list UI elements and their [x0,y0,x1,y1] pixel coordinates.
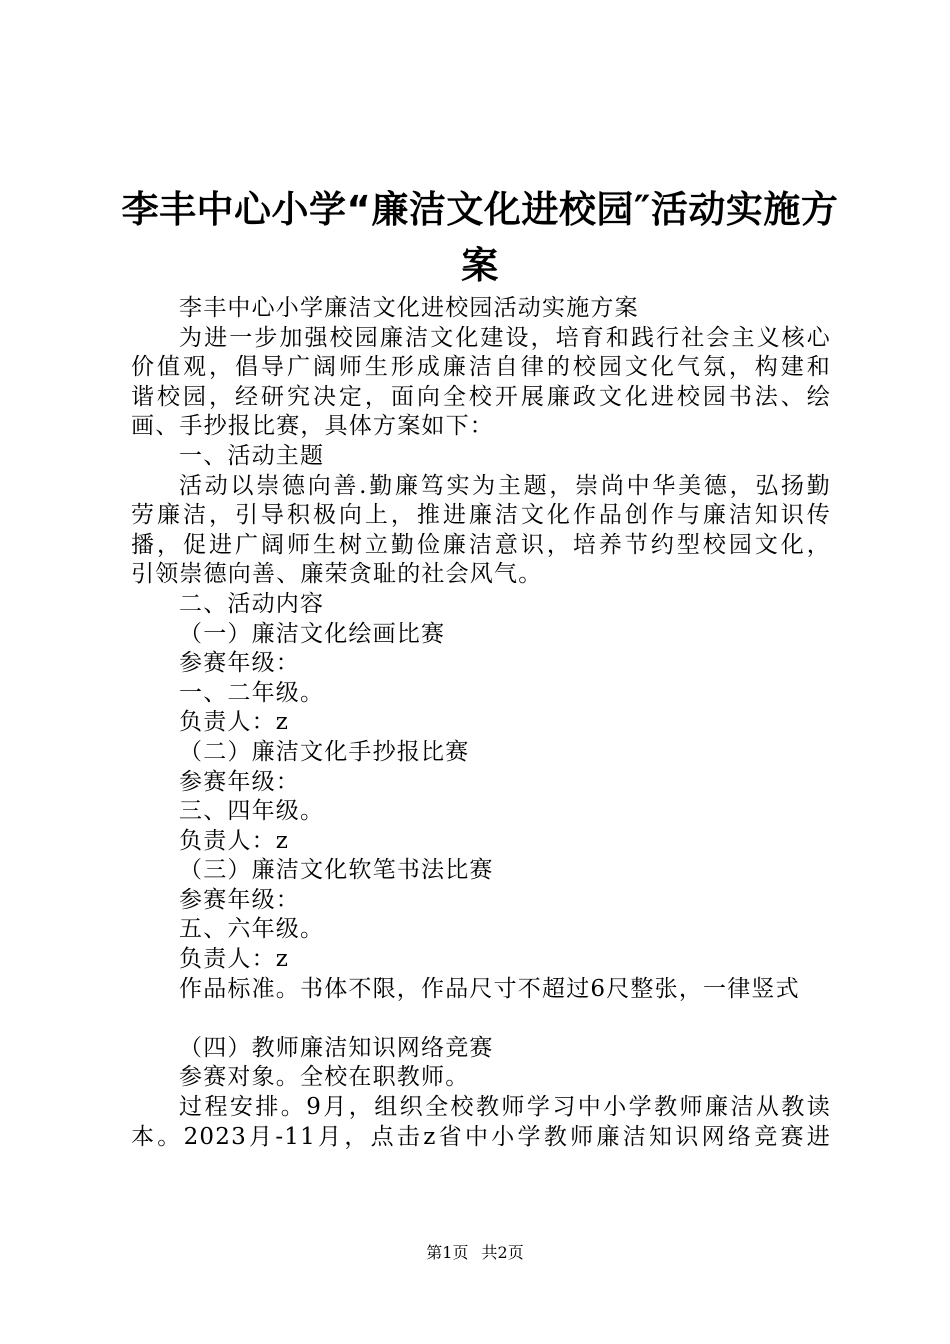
paragraph-line: 为进一步加强校园廉洁文化建设，培育和践行社会主义核心 [179,324,831,351]
paragraph-line: 参赛年级： [179,650,300,677]
paragraph-line: 一、二年级。 [179,679,325,706]
paragraph-line: 负责人：z [179,946,290,973]
paragraph-line: 负责人：z [179,827,290,854]
paragraph-line: 劳廉洁，引导积极向上，推进廉洁文化作品创作与廉洁知识传 [131,502,831,529]
subsection-heading: （三）廉洁文化软笔书法比赛 [179,857,494,884]
document-title-line-2: 案 [461,244,499,287]
paragraph-line: 活动以崇德向善.勤廉笃实为主题，崇尚中华美德，弘扬勤 [179,472,831,499]
document-title-line-1: 李丰中心小学“廉洁文化进校园″活动实施方 [121,188,839,231]
paragraph-line: 参赛年级： [179,886,300,913]
paragraph-line: 播，促进广阔师生树立勤俭廉洁意识，培养节约型校园文化， [131,531,831,558]
paragraph-line: 参赛对象。全校在职教师。 [179,1064,470,1091]
paragraph-line: 五、六年级。 [179,916,325,943]
paragraph-line: 引领崇德向善、廉荣贪耻的社会风气。 [131,561,543,588]
subsection-heading: （一）廉洁文化绘画比赛 [179,620,446,647]
paragraph-line: 谐校园，经研究决定，面向全校开展廉政文化进校园书法、绘 [131,383,831,410]
paragraph-line: 负责人：z [179,709,290,736]
paragraph-line: 三、四年级。 [179,798,325,825]
paragraph-line: 过程安排。9月，组织全校教师学习中小学教师廉洁从教读 [179,1094,831,1121]
subsection-heading: （四）教师廉洁知识网络竞赛 [179,1034,494,1061]
paragraph-line: 画、手抄报比赛，具体方案如下： [131,413,494,440]
subsection-heading: （二）廉洁文化手抄报比赛 [179,738,470,765]
paragraph-line: 价值观，倡导广阔师生形成廉洁自律的校园文化气氛，构建和 [131,354,831,381]
page-total: 共2页 [481,1243,524,1262]
section-heading: 二、活动内容 [179,590,325,617]
subtitle-line: 李丰中心小学廉洁文化进校园活动实施方案 [179,295,639,321]
paragraph-line: 参赛年级： [179,768,300,795]
section-heading: 一、活动主题 [179,442,325,469]
paragraph-line: 作品标准。书体不限，作品尺寸不超过6尺整张，一律竖式 [179,975,800,1002]
paragraph-line: 本。2023月-11月，点击z省中小学教师廉洁知识网络竞赛进 [131,1123,831,1150]
page-footer [0,1243,950,1263]
page-number: 第1页 [426,1243,469,1262]
document-body [131,294,831,1152]
